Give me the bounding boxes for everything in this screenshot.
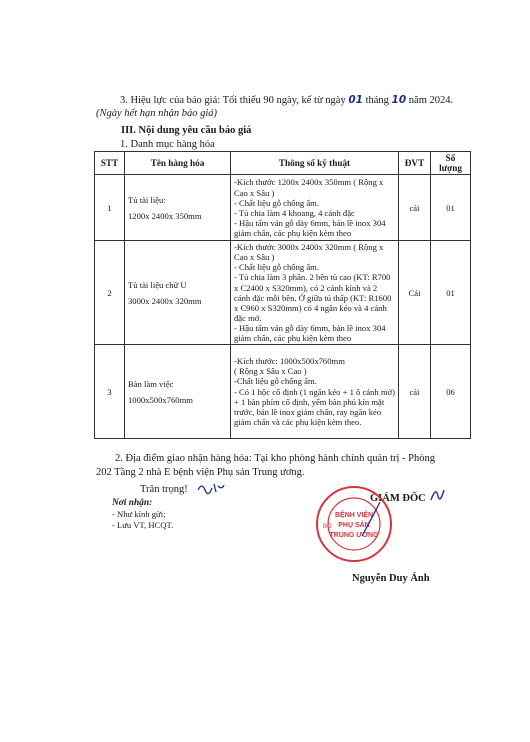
validity-line: 3. Hiệu lực của báo giá: Tối thiểu 90 ngày, kể từ ngày 01 tháng 10 năm 2024. [120, 94, 454, 106]
signature-scribble [428, 486, 448, 504]
row-qty: 01 [431, 241, 471, 345]
initials-scribble [196, 480, 226, 496]
table-header-row [95, 152, 471, 175]
list-title: 1. Danh mục hàng hóa [120, 139, 215, 150]
svg-text:BỆNH VIỆN: BỆNH VIỆN [334, 512, 374, 519]
row-unit: Cái [399, 241, 431, 345]
recipient-item: - Như kính gửi; [112, 509, 166, 519]
section-heading: III. Nội dung yêu cầu báo giá [121, 125, 252, 136]
row-stt: 2 [95, 241, 125, 345]
row-stt: 1 [95, 175, 125, 241]
svg-text:BỘ: BỘ [323, 524, 332, 530]
row-name: Tủ tài liệu chữ U 3000x 2400x 320mm [125, 241, 231, 345]
validity-day-handwritten: 01 [348, 94, 363, 106]
row-unit: cái [399, 345, 431, 439]
table-row [95, 241, 471, 345]
row-specs: -Kích thước 3000x 2400x 320mm ( Rộng x Cao x Sâu ) - Chất liệu gỗ chống ẩm. - Tủ chia làm 3 phần. 2 bên tủ cao (KT: R700 x C2400 x S320mm), có 2 cánh kính và 2 cánh đặc mỗi bên. Ở giữa tủ thấp (KT: R1600 x C960 x S320mm) có 4 ngăn kéo và 4 cánh đặc mở. - Hậu tấm ván gỗ dày 6mm, bản lề inox 304 giảm chấn, các phụ kiện kèm theo [231, 241, 399, 345]
row-qty: 01 [431, 175, 471, 241]
delivery-line-2: 202 Tầng 2 nhà E bệnh viện Phụ sản Trung ương. [96, 467, 305, 478]
row-unit: cái [399, 175, 431, 241]
header-specs: Thông số kỹ thuật [231, 152, 399, 175]
row-specs: -Kích thước: 1000x500x760mm ( Rộng x Sâu x Cao ) -Chất liệu gỗ chống ẩm. - Có 1 hộc cố định (1 ngăn kéo + 1 ô cánh mở) + 1 bàn phím cố định, yếm bàn phủ kín mặt trước, bản lề inox giảm chấn, ray ngăn kéo giảm chấn và các phụ kiện kèm theo. [231, 345, 399, 439]
row-name: Tủ tài liệu: 1200x 2400x 350mm [125, 175, 231, 241]
table-row [95, 345, 471, 439]
signatory-name: Nguyễn Duy Ánh [352, 573, 430, 584]
row-stt: 3 [95, 345, 125, 439]
closing-text: Trân trọng! [140, 484, 188, 495]
svg-text:PHỤ SẢN: PHỤ SẢN [338, 522, 370, 529]
table-row [95, 175, 471, 241]
header-unit: ĐVT [399, 152, 431, 175]
signature-title: GIÁM ĐỐC [370, 493, 426, 504]
validity-month-handwritten: 10 [391, 94, 407, 106]
row-specs: -Kích thước 1200x 2400x 350mm ( Rộng x Cao x Sâu ) - Chất liệu gỗ chống ẩm. - Tủ chia làm 4 khoang, 4 cánh đặc - Hậu tấm ván gỗ dày 6mm, bản lề inox 304 giảm chấn, các phụ kiện kèm theo [231, 175, 399, 241]
validity-note: (Ngày hết hạn nhận báo giá) [96, 108, 218, 119]
header-stt: STT [95, 152, 125, 175]
header-qty: Số lượng [431, 152, 471, 175]
row-qty: 06 [431, 345, 471, 439]
header-name: Tên hàng hóa [125, 152, 231, 175]
recipient-item: - Lưu VT, HCQT. [112, 520, 174, 530]
delivery-line-1: 2. Địa điểm giao nhận hàng hóa: Tại kho phòng hành chính quản trị - Phòng [115, 453, 435, 464]
svg-text:TRUNG ƯƠNG: TRUNG ƯƠNG [329, 532, 379, 539]
recipients-label: Nơi nhận: [112, 498, 153, 508]
official-seal [314, 484, 394, 564]
row-name: Bàn làm việc 1000x500x760mm [125, 345, 231, 439]
goods-table [94, 151, 471, 439]
